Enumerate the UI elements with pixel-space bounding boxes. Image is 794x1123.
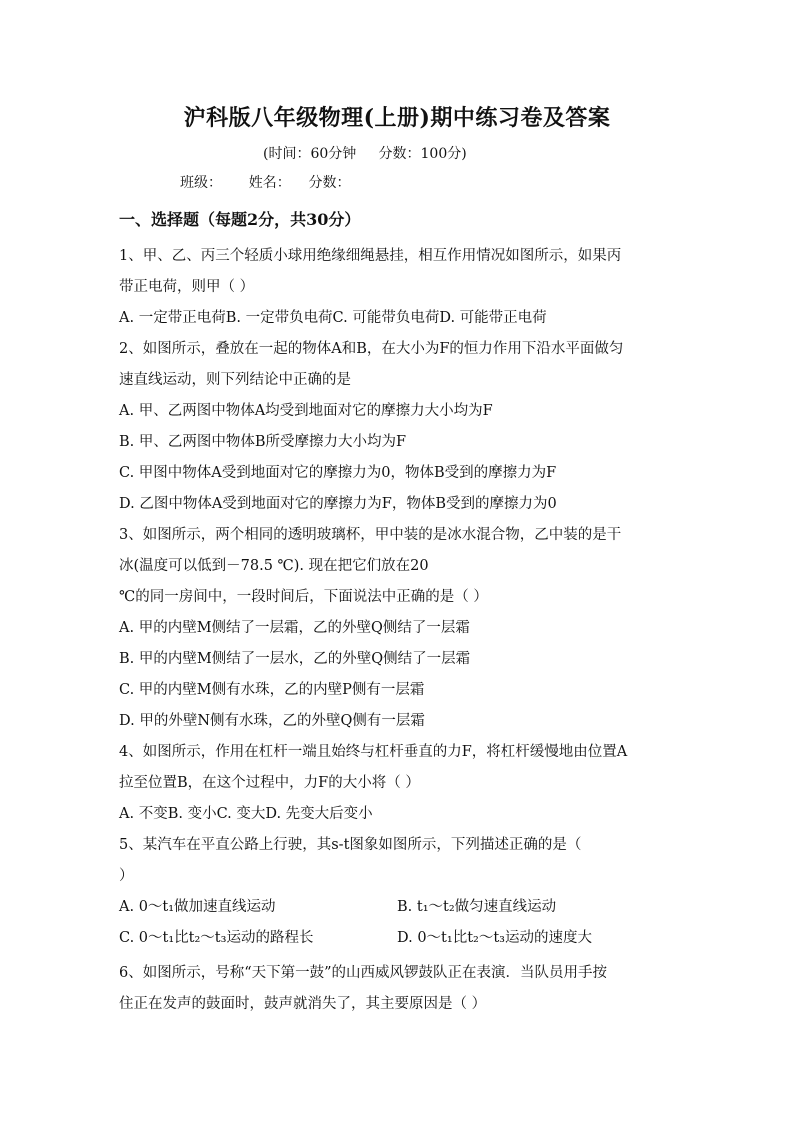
q5-options-row-2: [119, 925, 592, 951]
exam-time-score: (时间：60分钟 分数：100分): [263, 146, 467, 162]
question-line: 2、如图所示，叠放在一起的物体A和B，在大小为F的恒力作用下沿水平面做匀: [119, 341, 624, 357]
option-line: A. 甲、乙两图中物体A均受到地面对它的摩擦力大小均为F: [119, 403, 493, 419]
question-line: 1、甲、乙、丙三个轻质小球用绝缘细绳悬挂，相互作用情况如图所示，如果丙: [119, 248, 622, 264]
option-line: D. 乙图中物体A受到地面对它的摩擦力为F，物体B受到的摩擦力为0: [119, 496, 557, 512]
question-line: ）: [119, 868, 134, 884]
option-line: B. 甲、乙两图中物体B所受摩擦力大小均为F: [119, 434, 407, 450]
student-info-line: 班级： 姓名： 分数：: [180, 175, 351, 191]
section-heading: 一、选择题（每题2分，共30分）: [119, 210, 361, 229]
question-line: 速直线运动，则下列结论中正确的是: [119, 372, 351, 388]
option-line: D. 甲的外壁N侧有水珠，乙的外壁Q侧有一层霜: [119, 713, 425, 729]
option-line: A. 不变B. 变小C. 变大D. 先变大后变小: [119, 806, 373, 822]
page-title: 沪科版八年级物理(上册)期中练习卷及答案: [183, 105, 611, 131]
question-line: 拉至位置B，在这个过程中，力F的大小将（ ）: [119, 775, 420, 791]
question-line: 5、某汽车在平直公路上行驶，其s-t图象如图所示，下列描述正确的是（: [119, 837, 582, 853]
option-line: C. 甲的内壁M侧有水珠，乙的内壁P侧有一层霜: [119, 682, 425, 698]
question-line: 6、如图所示，号称“天下第一鼓”的山西威风锣鼓队正在表演．当队员用手按: [119, 965, 608, 981]
q5-option-b: B. t₁～t₂做匀速直线运动: [397, 899, 557, 915]
q5-option-d: D. 0～t₁比t₂～t₃运动的速度大: [397, 930, 592, 946]
question-line: 4、如图所示，作用在杠杆一端且始终与杠杆垂直的力F，将杠杆缓慢地由位置A: [119, 744, 628, 760]
question-line: 冰(温度可以低到－78.5 ℃). 现在把它们放在20: [119, 558, 429, 574]
q5-options-row-1: [119, 894, 557, 920]
question-line: 住正在发声的鼓面时，鼓声就消失了，其主要原因是（ ）: [119, 996, 487, 1012]
question-line: 3、如图所示，两个相同的透明玻璃杯，甲中装的是冰水混合物，乙中装的是干: [119, 527, 622, 543]
option-line: A. 甲的内壁M侧结了一层霜，乙的外壁Q侧结了一层霜: [119, 620, 470, 636]
question-line: ℃的同一房间中，一段时间后，下面说法中正确的是（ ）: [119, 589, 488, 605]
option-line: C. 甲图中物体A受到地面对它的摩擦力为0，物体B受到的摩擦力为F: [119, 465, 557, 481]
q5-option-c: C. 0～t₁比t₂～t₃运动的路程长: [119, 930, 314, 946]
question-line: 带正电荷，则甲（ ）: [119, 279, 255, 295]
option-line: A. 一定带正电荷B. 一定带负电荷C. 可能带负电荷D. 可能带正电荷: [119, 310, 547, 326]
q5-option-a: A. 0～t₁做加速直线运动: [119, 899, 276, 915]
option-line: B. 甲的内壁M侧结了一层水，乙的外壁Q侧结了一层霜: [119, 651, 471, 667]
